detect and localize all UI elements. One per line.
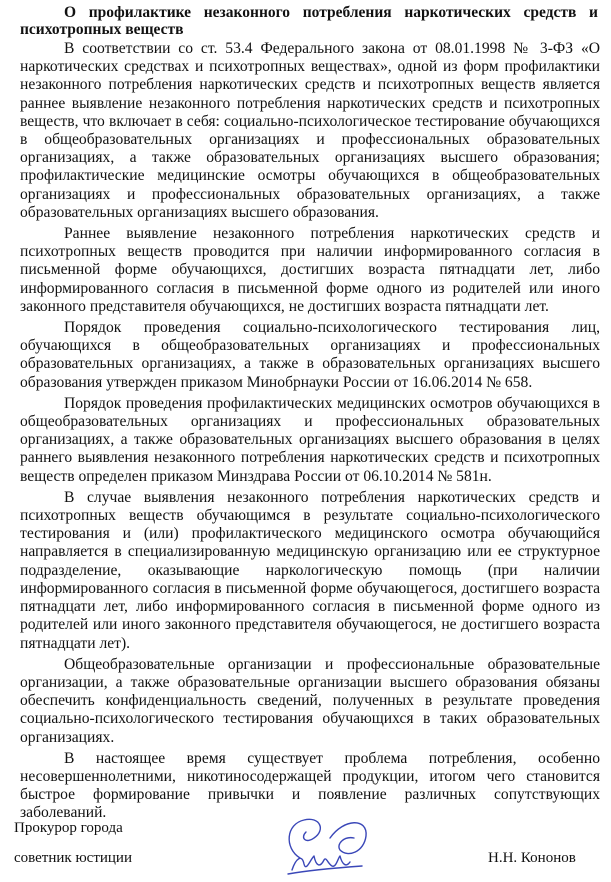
handwritten-signature [270, 808, 380, 880]
paragraph-1: В соответствии со ст. 53.4 Федерального закона от 08.01.1998 № 3-ФЗ «О наркотических средствах и психотропных веществах», одной из форм профилактики незаконного потребления наркотических средств и психотропных веществ является раннее выявление незаконного потребления наркотических средств и психотропных веществ, что включает в себя: социально-психологическое тестирование обучающихся в общеобразовательных организациях и профессиональных образовательных организациях, а также образовательных организациях высшего образования; профилактические медицинские осмотры обучающихся в общеобразовательных организациях и профессиональных образовательных организациях, а также образовательных организациях высшего образования. [20, 40, 600, 221]
paragraph-6: Общеобразовательные организации и профессиональные образовательные организации, а также образовательные организации высшего образования обязаны обеспечить конфиденциальность сведений, полученных в результате проведения социально-психологического тестирования обучающихся в таких образовательных организациях. [20, 655, 600, 746]
paragraph-5: В случае выявления незаконного потребления наркотических средств и психотропных веществ обучающимся в результате социально-психологического тестирования и (или) профилактического медицинского осмотра обучающийся направляется в специализированную медицинскую организацию или ее структурное подразделение, оказывающие наркологическую помощь (при наличии информированного согласия в письменной форме обучающегося, достигшего возраста пятнадцати лет, либо информированного согласия в письменной форме одного из родителей или иного законного представителя обучающегося, не достигшего возраста пятнадцати лет). [20, 488, 600, 652]
document-title: О профилактике незаконного потребления наркотических средств и психотропных веществ [20, 4, 598, 38]
paragraph-4: Порядок проведения профилактических медицинских осмотров обучающихся в общеобразовательных организациях и профессиональных образовательных организациях, а также образовательных организациях высшего образования в целях раннего выявления незаконного потребления наркотических средств и психотропных веществ определен приказом Минздрава России от 06.10.2014 № 581н. [20, 394, 600, 485]
signer-name: Н.Н. Кононов [488, 850, 576, 866]
document-body [20, 40, 600, 823]
signer-position-line2: советник юстиции [14, 850, 132, 866]
signature-strokes [288, 819, 366, 874]
signer-position-line1: Прокурор города [14, 820, 123, 836]
paragraph-2: Раннее выявление незаконного потребления наркотических средств и психотропных веществ проводится при наличии информированного согласия в письменной форме обучающихся, достигших возраста пятнадцати лет, либо информированного согласия в письменной форме одного из родителей или иного законного представителя обучающихся, не достигших возраста пятнадцати лет. [20, 225, 600, 315]
paragraph-7: В настоящее время существует проблема потребления, особенно несовершеннолетними, никотиносодержащей продукции, итогом чего становится быстрое формирование привычки и появление различных сопутствующих заболеваний. [20, 749, 600, 822]
paragraph-3: Порядок проведения социально-психологического тестирования лиц, обучающихся в общеобразовательных организациях и профессиональных образовательных организациях, а также в образовательных организациях высшего образования утвержден приказом Минобрнауки России от 16.06.2014 № 658. [20, 319, 600, 391]
